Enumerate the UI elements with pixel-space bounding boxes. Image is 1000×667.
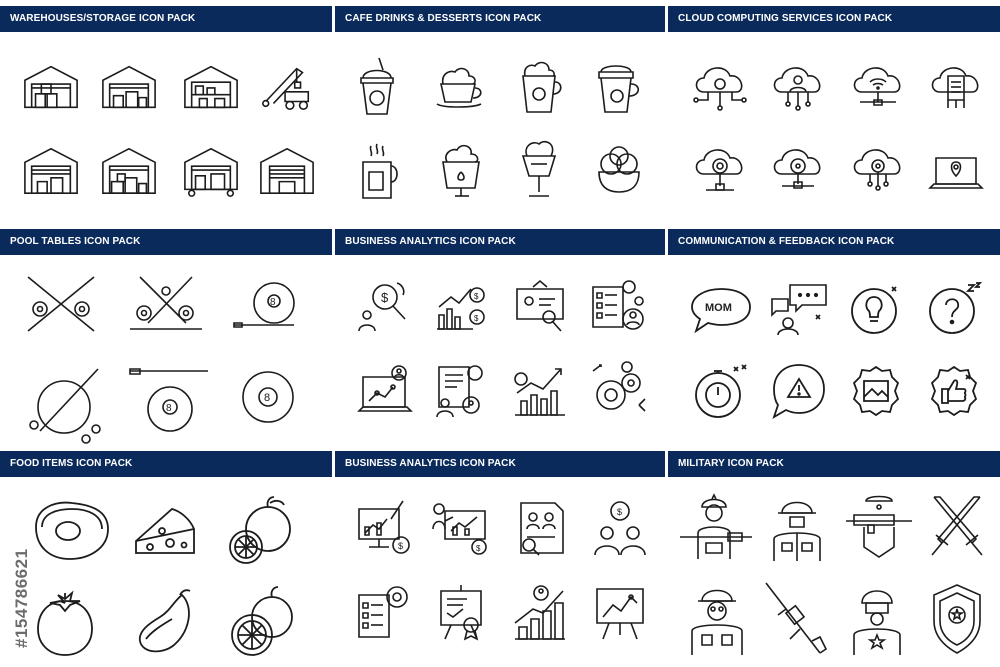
easel-chart-icon [591, 583, 649, 643]
cloud-network-icon [690, 62, 750, 114]
panel-title: CAFE DRINKS & DESSERTS ICON PACK [335, 6, 665, 32]
cheese-wedge-icon [132, 503, 198, 561]
icon-grid [0, 32, 332, 222]
storage-rack-icon [182, 62, 240, 112]
document-search-users-icon [511, 499, 569, 557]
report-user-coin-icon [433, 363, 489, 419]
cue-ball-break-icon [26, 365, 104, 445]
svg-text:$: $ [381, 290, 389, 305]
warehouse-shelves-icon [100, 62, 158, 112]
idea-bulb-circle-icon [848, 281, 904, 337]
icon-grid [668, 255, 1000, 445]
svg-text:$: $ [474, 292, 479, 301]
grapefruit-icon [228, 583, 296, 659]
avocado-half-icon [32, 497, 112, 567]
panel-cafe-drinks [335, 6, 665, 222]
warehouse-truck-icon [182, 144, 240, 198]
panel-business-analytics-2 [335, 451, 665, 667]
svg-text:8: 8 [264, 392, 271, 404]
tomato-icon [34, 587, 96, 659]
svg-text:$: $ [617, 507, 623, 517]
panel-pool-tables [0, 229, 332, 445]
question-circle-icon [926, 281, 982, 337]
rising-bar-chart-icon [511, 363, 569, 419]
sundae-glass-icon [517, 136, 561, 200]
svg-text:$: $ [476, 544, 481, 553]
soldier-helmet-icon [764, 495, 830, 563]
svg-text:$: $ [474, 314, 479, 323]
presentation-person-chart-icon [431, 499, 491, 557]
icon-grid [0, 255, 332, 445]
cloud-wifi-icon [848, 62, 908, 114]
warehouse-door-icon [258, 144, 316, 198]
military-badge-icon [926, 581, 988, 657]
warehouse-garage-icon [22, 144, 80, 198]
stock-id-watermark: #154786621 [12, 548, 31, 648]
panel-business-analytics-1 [335, 229, 665, 445]
image-badge-icon [848, 361, 904, 421]
latte-mug-icon [517, 58, 565, 114]
svg-text:8: 8 [270, 297, 276, 308]
growth-chart-gears-icon [433, 279, 489, 333]
panel-communication-feedback [668, 229, 1000, 445]
laptop-location-icon [926, 144, 986, 196]
chat-bubbles-person-icon [768, 281, 830, 337]
panel-warehouses [0, 6, 332, 222]
money-search-person-icon [357, 279, 411, 333]
eight-ball-cue-icon [232, 277, 306, 337]
checklist-gear-money-icon [355, 583, 411, 641]
panel-military [668, 451, 1000, 667]
growth-bars-person-icon [511, 583, 569, 643]
monitor-chart-pen-icon [355, 499, 413, 557]
panel-title: MILITARY ICON PACK [668, 451, 1000, 477]
cues-balls-3-8-icon [126, 273, 212, 335]
laptop-analytics-user-icon [357, 363, 413, 419]
cloud-settings-icon [690, 142, 750, 198]
gears-arrows-money-icon [589, 361, 647, 419]
panel-title: BUSINESS ANALYTICS ICON PACK [335, 229, 665, 255]
icon-grid [668, 32, 1000, 222]
cloud-server-document-icon [926, 62, 986, 114]
forklift-crane-icon [258, 62, 316, 112]
panel-title: BUSINESS ANALYTICS ICON PACK [335, 451, 665, 477]
mom-speech-bubble-icon [688, 285, 754, 337]
icon-grid [0, 477, 332, 667]
cloud-user-icon [768, 62, 828, 114]
svg-text:8: 8 [166, 403, 172, 414]
warehouse-boxes-icon [22, 62, 80, 112]
tea-pitcher-icon [355, 142, 399, 202]
cloud-target-icon [768, 142, 828, 198]
eight-ball-icon [240, 369, 296, 425]
mango-icon [134, 587, 196, 657]
crossed-swords-icon [926, 493, 988, 559]
cappuccino-cup-icon [433, 62, 485, 112]
crossed-cues-balls-icon [18, 273, 104, 335]
icon-grid [335, 477, 665, 667]
svg-text:$: $ [398, 541, 404, 551]
mom-text: MOM [705, 302, 732, 314]
warning-speech-bubble-icon [770, 361, 828, 421]
orange-fruit-icon [226, 495, 296, 567]
panel-title: POOL TABLES ICON PACK [0, 229, 332, 255]
panel-title: FOOD ITEMS ICON PACK [0, 451, 332, 477]
checklist-user-money-icon [589, 279, 645, 335]
icon-grid [335, 255, 665, 445]
warehouse-stock-icon [100, 144, 158, 198]
ice-cream-bowl-icon [595, 142, 643, 198]
team-money-icon [591, 499, 649, 557]
soldier-rifle-icon [678, 493, 754, 563]
thumbs-up-badge-icon [926, 361, 982, 421]
soldier-star-icon [844, 581, 910, 657]
icon-grid [668, 477, 1000, 667]
id-card-search-icon [513, 279, 567, 333]
flipchart-award-icon [433, 583, 489, 643]
panel-title: WAREHOUSES/STORAGE ICON PACK [0, 6, 332, 32]
takeaway-coffee-icon [595, 58, 643, 114]
rifle-emblem-icon [844, 495, 914, 561]
cloud-gear-connection-icon [848, 142, 908, 198]
soldier-gasmask-icon [684, 581, 750, 657]
hot-chocolate-icon [435, 140, 487, 202]
panel-cloud-computing [668, 6, 1000, 222]
alarm-timer-icon [692, 361, 748, 421]
icon-grid [335, 32, 665, 222]
panel-title: COMMUNICATION & FEEDBACK ICON PACK [668, 229, 1000, 255]
iced-coffee-cup-icon [357, 56, 397, 116]
eight-ball-cue-rest-icon [126, 365, 212, 439]
panel-title: CLOUD COMPUTING SERVICES ICON PACK [668, 6, 1000, 32]
assault-rifle-icon [760, 579, 830, 659]
panel-food-items [0, 451, 332, 667]
